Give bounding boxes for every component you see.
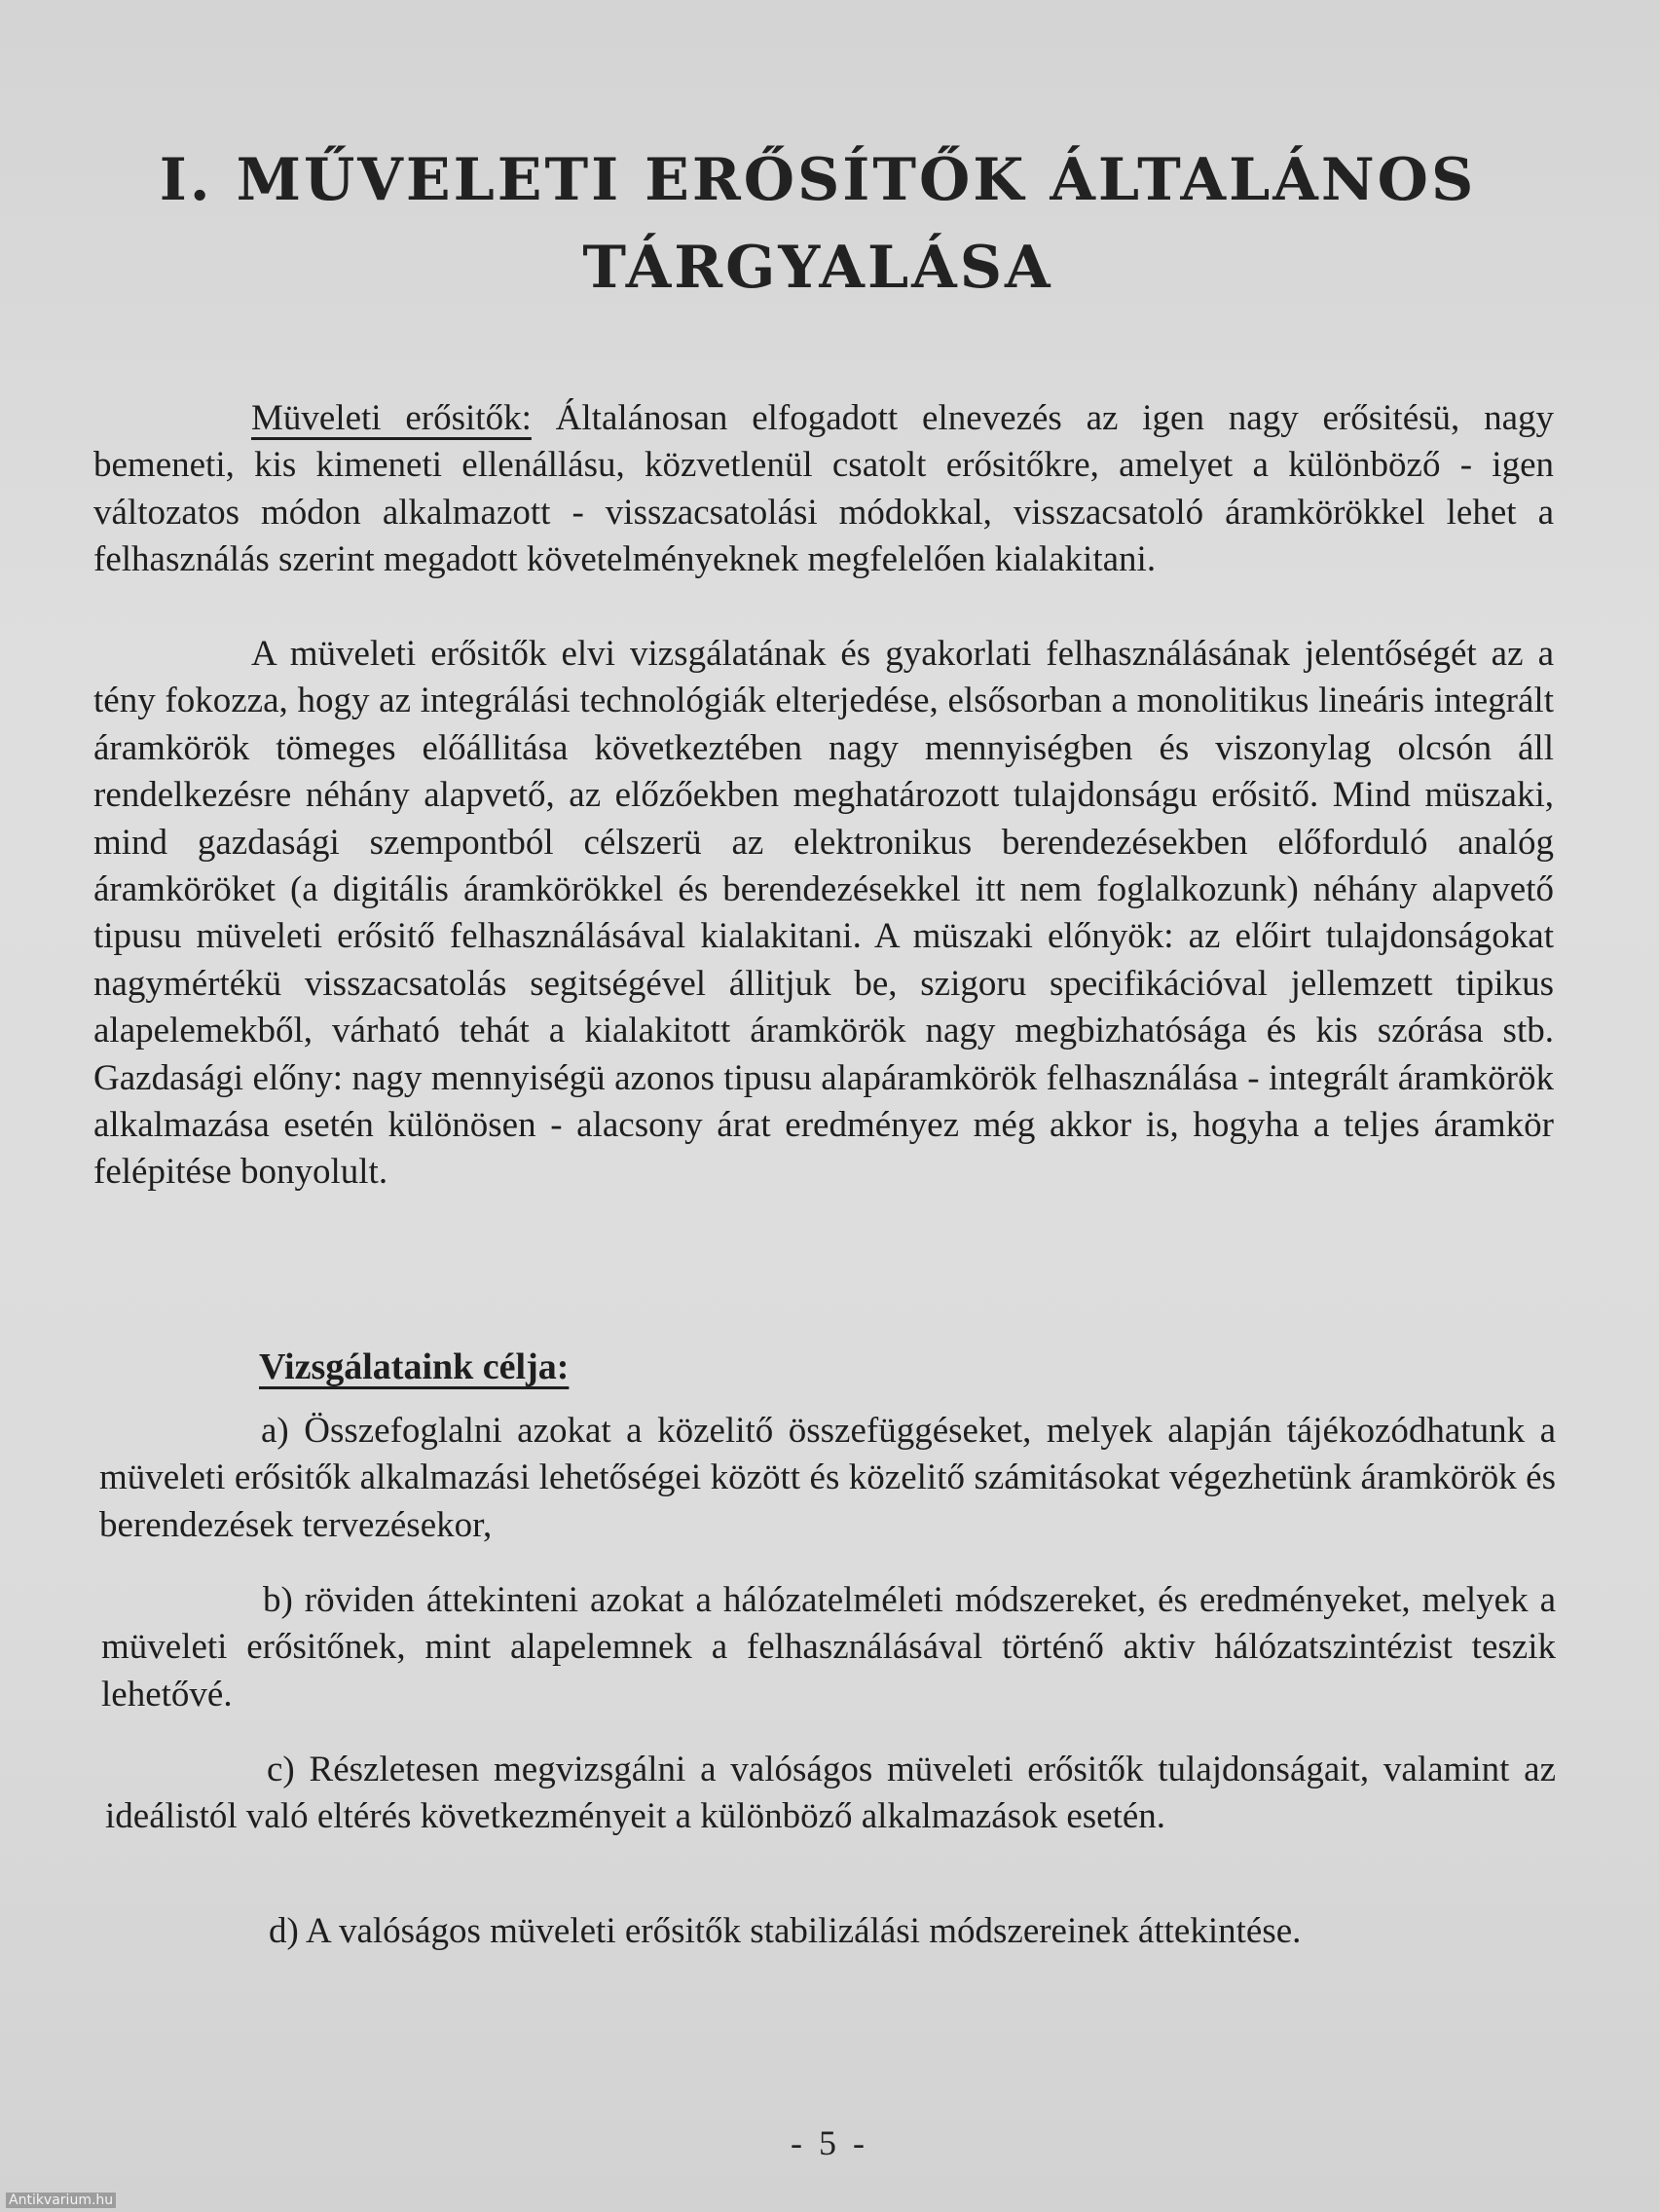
definition-paragraph (93, 395, 1554, 584)
page-number: - 5 - (791, 2123, 868, 2162)
goal-item-d: d) A valóságos müveleti erősitők stabilizálási módszereinek áttekintése. (269, 1911, 1302, 1951)
goals-heading: Vizsgálataink célja: (259, 1346, 570, 1387)
watermark-text: Antikvarium.hu (6, 2193, 116, 2208)
chapter-title-line-1: I. MŰVELETI ERŐSÍTŐK ÁLTALÁNOS (159, 146, 1477, 214)
goal-item-a: a) Összefoglalni azokat a közelitő összefüggéseket, melyek alapján tájékozódhatunk a müveleti erősitők alkalmazási lehetőségei között és közelitő számitásokat végezhetünk áramkörök és berendezések tervezésekor, (99, 1411, 1556, 1545)
significance-paragraph: A müveleti erősitők elvi vizsgálatának és gyakorlati felhasználásának jelentőségét az a tény fokozza, hogy az integrálási technológiák elterjedése, elsősorban a monolitikus lineáris integrált áramkörök tömeges előállitása következtében nagy mennyiségben és viszonylag olcsón áll rendelkezésre néhány alapvető, az előzőekben meghatározott tulajdonságu erősitő. Mind müszaki, mind gazdasági szempontból célszerü az elektronikus berendezésekben előforduló analóg áramköröket (a digitális áramkörökkel és berendezésekkel itt nem foglalkozunk) néhány alapvető tipusu müveleti erősitő felhasználásával kialakitani. A müszaki előnyök: az előirt tulajdonságokat nagymértékü visszacsatolás segitségével állitjuk be, szigoru specifikációval jellemzett tipikus alapelemekből, várható tehát a kialakitott áramkörök nagy megbizhatósága és kis szórása stb. Gazdasági előny: nagy mennyiségü azonos tipusu alapáramkörök felhasználása - integrált áramkörök alkalmazása esetén különösen - alacsony árat eredményez még akkor is, hogyha a teljes áramkör felépitése bonyolult. (93, 634, 1554, 1193)
definition-term: Müveleti erősitők: (251, 398, 532, 438)
goal-item-c: c) Részletesen megvizsgálni a valóságos müveleti erősitők tulajdonságait, valamint az ideálistól való eltérés következményeit a különböző alkalmazások esetén. (105, 1750, 1556, 1837)
definition-text: Általánosan elfogadott elnevezés az igen nagy erősitésü, nagy bemeneti, kis kimeneti ellenállásu, közvetlenül csatolt erősitőkre, amelyet a különböző - igen változatos módon alkalmazott - visszacsatolási módokkal, visszacsatoló áramkörökkel lehet a felhasználás szerint megadott követelményeknek megfelelően kialakitani. (93, 398, 1554, 580)
goal-item-b: b) röviden áttekinteni azokat a hálózatelméleti módszereket, és eredményeket, melyek a müveleti erősitőnek, mint alapelemnek a felhasználásával történő aktiv hálózatszintézist teszik lehetővé. (101, 1580, 1556, 1714)
chapter-title-line-2: TÁRGYALÁSA (582, 234, 1053, 302)
